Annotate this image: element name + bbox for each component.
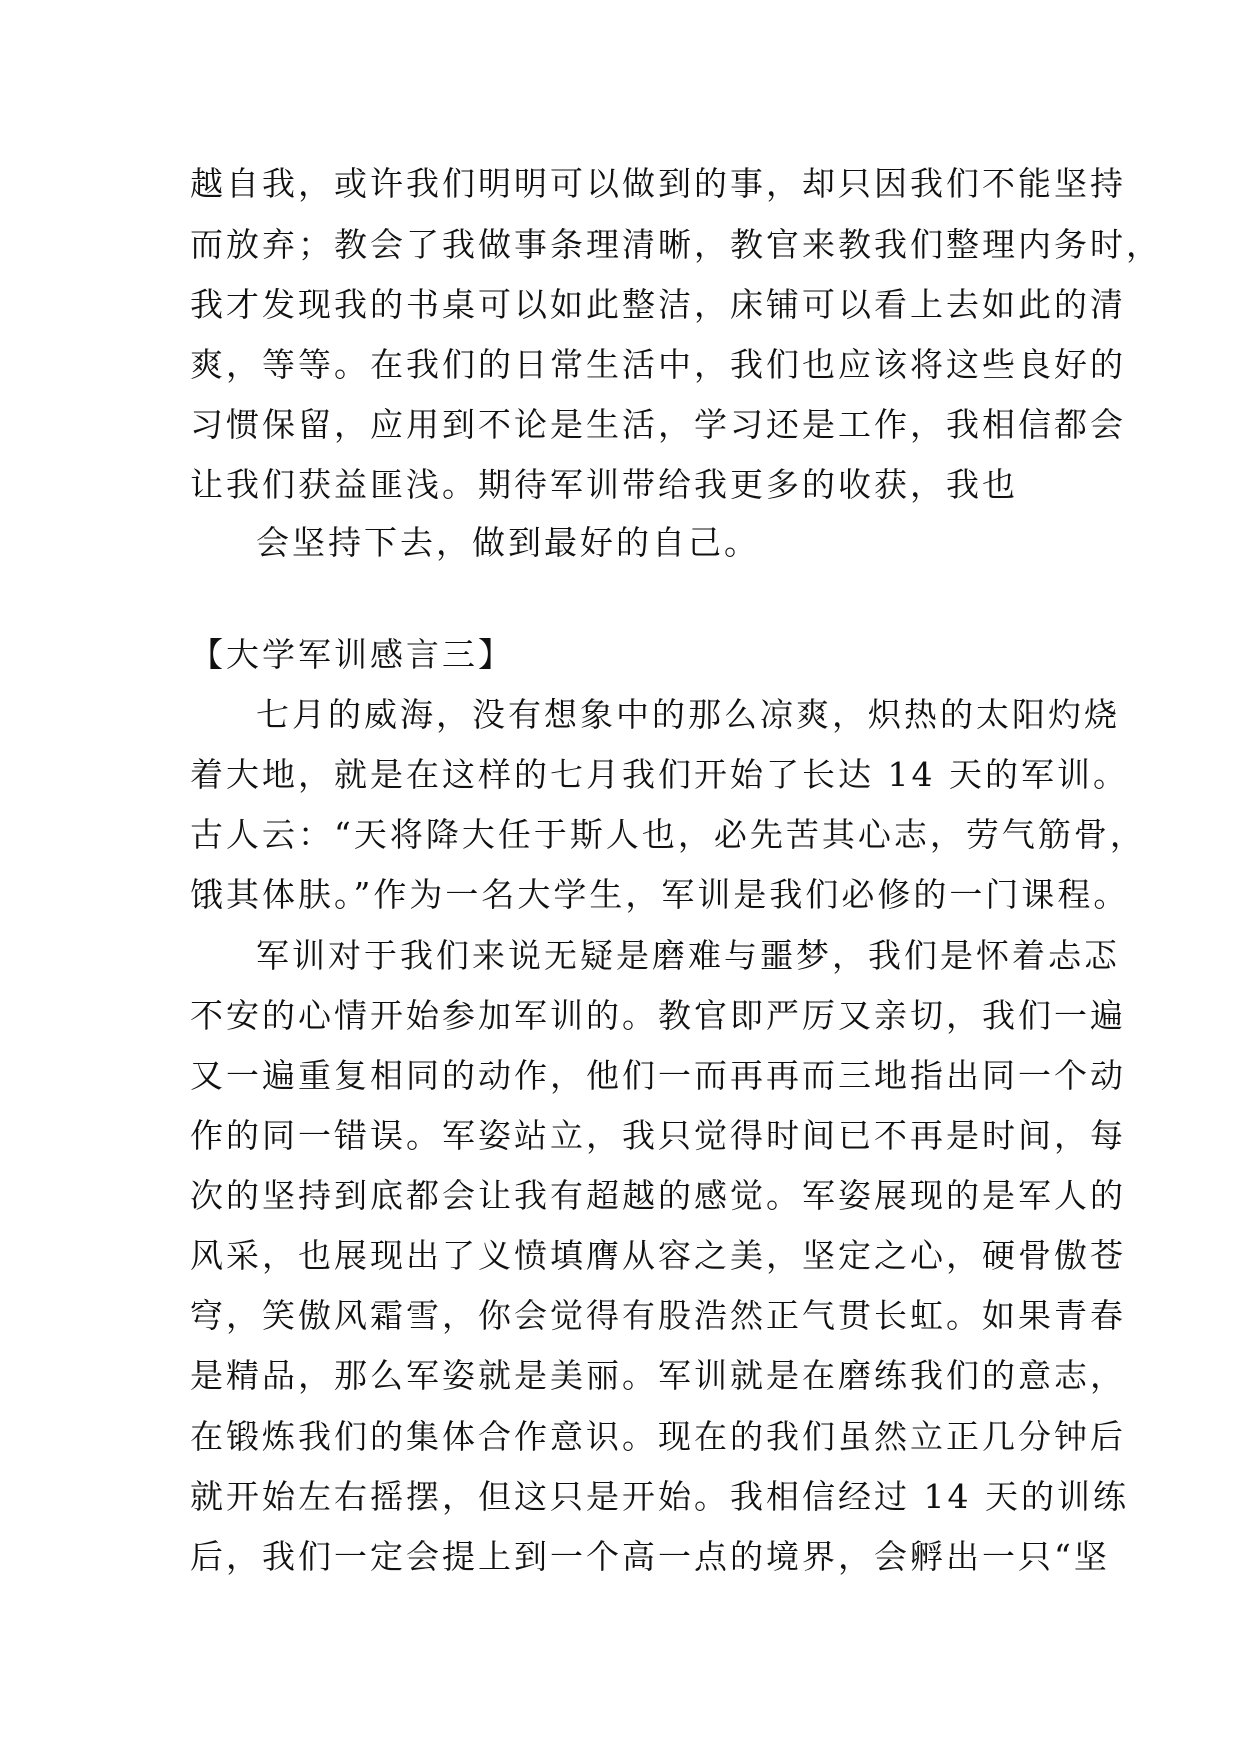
text-line: 就开始左右摇摆，但这只是开始。我相信经过 14 天的训练 [190, 1477, 1129, 1516]
text-line: 穹，笑傲风霜雪，你会觉得有股浩然正气贯长虹。如果青春 [190, 1296, 1126, 1335]
text-line: 军训对于我们来说无疑是磨难与噩梦，我们是怀着忐忑 [256, 936, 1120, 975]
text-line: 爽，等等。在我们的日常生活中，我们也应该将这些良好的 [190, 345, 1126, 384]
text-line: 又一遍重复相同的动作，他们一而再再而三地指出同一个动 [190, 1056, 1126, 1095]
text-line: 越自我，或许我们明明可以做到的事，却只因我们不能坚持 [190, 164, 1126, 203]
text-line: 让我们获益匪浅。期待军训带给我更多的收获，我也 [190, 465, 1018, 504]
text-line: 习惯保留，应用到不论是生活，学习还是工作，我相信都会 [190, 405, 1126, 444]
text-line: 次的坚持到底都会让我有超越的感觉。军姿展现的是军人的 [190, 1176, 1126, 1215]
text-line: 风采，也展现出了义愤填膺从容之美，坚定之心，硬骨傲苍 [190, 1236, 1126, 1275]
text-line: 不安的心情开始参加军训的。教官即严厉又亲切，我们一遍 [190, 996, 1126, 1035]
text-line: 在锻炼我们的集体合作意识。现在的我们虽然立正几分钟后 [190, 1417, 1126, 1456]
text-line: 饿其体肤。”作为一名大学生，军训是我们必修的一门课程。 [190, 875, 1130, 914]
text-line: 会坚持下去，做到最好的自己。 [256, 523, 760, 562]
text-line: 后，我们一定会提上到一个高一点的境界，会孵出一只“坚 [190, 1537, 1110, 1576]
text-line: 而放弃；教会了我做事条理清晰，教官来教我们整理内务时， [190, 225, 1162, 264]
text-line: 古人云：“天将降大任于斯人也，必先苦其心志，劳气筋骨， [190, 815, 1146, 854]
text-line: 我才发现我的书桌可以如此整洁，床铺可以看上去如此的清 [190, 285, 1126, 324]
text-line: 着大地，就是在这样的七月我们开始了长达 14 天的军训。 [190, 755, 1129, 794]
text-line: 是精品，那么军姿就是美丽。军训就是在磨练我们的意志， [190, 1356, 1126, 1395]
text-line: 作的同一错误。军姿站立，我只觉得时间已不再是时间，每 [190, 1116, 1126, 1155]
text-line: 七月的威海，没有想象中的那么凉爽，炽热的太阳灼烧 [256, 695, 1120, 734]
section-heading: 【大学军训感言三】 [190, 635, 514, 674]
